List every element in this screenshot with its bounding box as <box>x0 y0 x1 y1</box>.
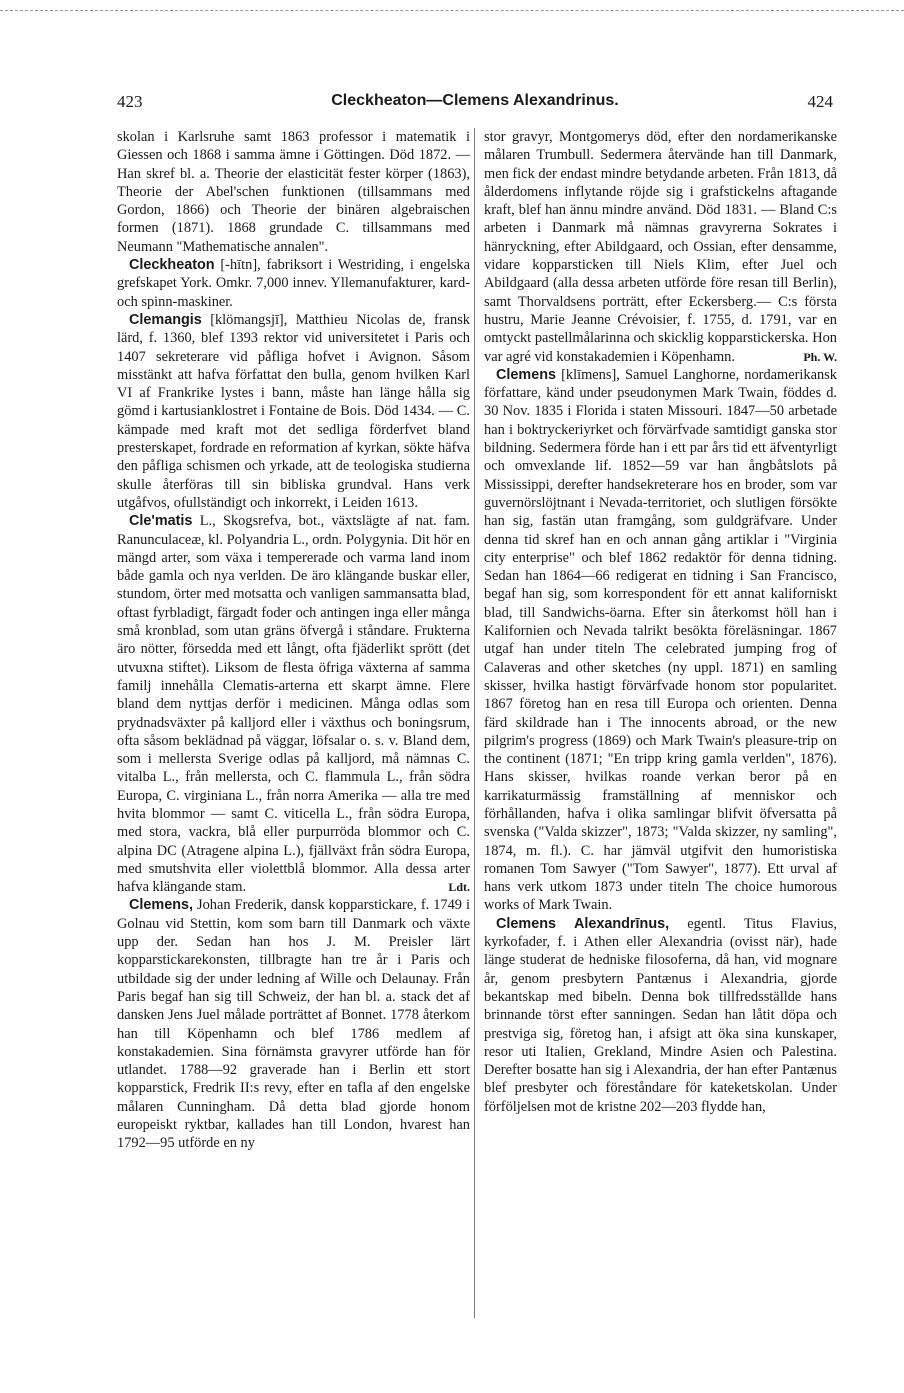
right-column <box>484 128 837 1116</box>
page-header <box>117 92 833 116</box>
entry-text: [klömangsjī], Matthieu Nicolas de, fransk lärd, f. 1360, blef 1393 rektor vid universitetet i Paris och 1407 sekreterare vid påfliga hofvet i Avignon. Såsom misstänkt att hafva författat den bulla, genom hvilken Karl VI af Frankrike lystes i bann, måste han länge hålla sig gömd i kartusianklostret i Fontaine de Bois. Död 1434. — C. kämpade med kraft mot det sedliga förderfvet bland presterskapet, fordrade en reformation af kyrkan, sökte häfva den påfliga schismen och yrkade, att de teologiska studierna skulle återföras till sin bibliska grundval. Hans verk utgåfvos, ofullständigt och inkorrekt, i Leiden 1613. <box>117 311 470 511</box>
entry-text: [klīmens], Samuel Langhorne, nordamerikansk författare, känd under pseudonymen Mark Twain, föddes d. 30 Nov. 1835 i Florida i staten Missouri. 1847—50 arbetade han i boktryckeriyrket och förvärfvade samtidigt ganska stor bildning. Sedermera förde han i ett par års tid ett äfventyrligt och omvexlande lif. 1852—59 var han ångbåtslots på Mississippi, derefter handsekreterare hos en broder, som var guvernörslöjtnant i Nevada-territoriet, och slutligen försökte han sig, fastän utan framgång, som guldgräfvare. Under denna tid skref han en och annan gång artiklar i "Virginia city enterprise" och blef 1862 redaktör för denna tidning. Sedan han 1864—66 redigerat en tidning i San Francisco, begaf han sig, som korrespondent för ett annat kaliforniskt blad, till Sandwichs-öarna. Efter sin återkomst höll han i Kalifornien och Nevada talrikt besökta föreläsningar. 1867 utgaf han under titeln The celebrated jumping frog of Calaveras and other sketches (ny uppl. 1871) en samling skisser, hvilka hastigt förvärfvade honom stor popularitet. 1867 företog han en resa till Europa och orienten. Denna färd skildrade han i The innocents abroad, or the new pilgrim's progress (1869) och Mark Twain's pleasure-trip on the continent (1871; "En tripp kring gamla verlden", 1876). Hans skisser, hvilkas roande verkan beror på en karrikaturmässig framställning af menniskor och förhållanden, hafva i olika samlingar blifvit öfversatta på svenska ("Valda skizzer", 1873; "Valda skizzer, ny samling", 1874, m. fl.). C. har jämväl utgifvit den humoristiska romanen Tom Sawyer ("Tom Sawyer", 1877). Ett urval af hans verk utkom 1873 under titeln The choice humorous works of Mark Twain. <box>484 366 837 914</box>
entry-signature: Ph. W. <box>803 349 837 364</box>
entry-paragraph <box>117 311 470 512</box>
entry-text: stor gravyr, Montgomerys död, efter den nordamerikanske målaren Trumbull. Sedermera återvände han till Danmark, men fick der endast mindre betydande arbeten. Från 1813, då ålderdomens inflytande röjde sig i grafstickelns aftagande kraft, blef han ännu mindre använd. Död 1831. — Bland C:s arbeten i Danmark må nämnas gravyrerna Sokrates i hänryckning, efter Abildgaard, och Ossian, efter densamme, vidare kopparsticken till Niels Klim, efter Juel och Abildgaard (alla dessa arbeten utförde före resan till Berlin), samt Thorvaldsens porträtt, efter Eckersberg.— C:s första hustru, Marie Jeanne Crévoisier, f. 1755, d. 1791, var en omtyckt pastellmålarinna och skicklig kopparstickerska. Hon var agré vid konstakademien i Köpenhamn. <box>484 129 837 365</box>
entry-paragraph <box>484 915 837 1116</box>
entry-text: Johan Frederik, dansk kopparstickare, f. 1749 i Golnau vid Stettin, kom som barn till Danmark och växte upp der. Sedan han hos J. M. Preisler lärt kopparstickarekonsten, tillbragte han tre år i Paris och utbildade sig der under ledning af Wille och Delaunay. Från Paris begaf han sig till Schweiz, der han bl. a. stack det af dansken Jens Juel målade porträttet af Bonnet. 1778 återkom han till Köpenhamn och blef 1786 medlem af konstakademien. Sina förnämsta gravyrer utförde han för utlandet. 1788—92 graverade han i Berlin ett stort kopparstick, Fredrik II:s revy, efter en tafla af den engelske målaren Cunningham. Då detta blad gjorde honom europeiskt ryktbar, kallades han till London, hvarest han 1792—95 utförde en ny <box>117 897 470 1152</box>
entry-text: [-hītn], fabriksort i Westriding, i engelska grefskapet York. Omkr. 7,000 innev. Yllemanufakturer, kard- och spinn-maskiner. <box>117 257 470 310</box>
entry-headword: Clemens, <box>129 897 193 914</box>
entry-signature: Ldt. <box>448 880 470 895</box>
entry-paragraph <box>484 128 837 366</box>
entry-text: skolan i Karlsruhe samt 1863 professor i matematik i Giessen och 1868 i samma ämne i Göttingen. Död 1872. — Han skref bl. a. Theorie der elasticität fester körper (1863), Theorie der Abel'schen funktionen (tillsammans med Gordon, 1866) och Theorie der binären algebraischen formen (1871). 1868 grundade C. tillsammans med Neumann "Mathematische annalen". <box>117 129 470 255</box>
page-number-right: 424 <box>807 92 833 111</box>
entry-paragraph <box>117 256 470 311</box>
entry-headword: Clemangis <box>129 311 202 328</box>
entry-paragraph <box>484 366 837 915</box>
entry-headword: Clemens <box>496 366 556 383</box>
entry-paragraph <box>117 512 470 896</box>
left-column <box>117 128 470 1153</box>
entry-text: egentl. Titus Flavius, kyrkofader, f. i Athen eller Alexandria (ovisst när), hade länge studerat de hedniske filosoferna, då han, vid mognare år, genom presbytern Pantænus i Alexandria, gjorde bekantskap med bibeln. Denna bok tillfredsställde hans brinnande törst efter sanningen. Sedan han låtit döpa och prestviga sig, företog han, i afsigt att öka sina kunskaper, resor uti Italien, Grekland, Mindre Asien och Palestina. Derefter bosatte han sig i Alexandria, der han efter Pantænus blef presbyter och föreståndare för kateketskolan. Under förföljelsen mot de kristne 202—203 flydde han, <box>484 915 837 1115</box>
entry-paragraph <box>117 896 470 1152</box>
running-title: Cleckheaton—Clemens Alexandrinus. <box>331 92 619 109</box>
top-dashed-rule <box>0 10 904 11</box>
entry-headword: Cleckheaton <box>129 257 215 274</box>
entry-headword: Cle'matis <box>129 513 193 530</box>
entry-headword: Clemens Alexandrīnus, <box>496 915 670 932</box>
column-divider <box>474 128 475 1318</box>
entry-paragraph <box>117 128 470 256</box>
entry-text: L., Skogsrefva, bot., växtslägte af nat. fam. Ranunculaceæ, kl. Polyandria L., ordn. Polygynia. Dit hör en mängd arter, som växa i tempererade och varma land inom både gamla och nya verlden. De äro klängande buskar eller, stundom, örter med motsatta och vanligen sammansatta blad, oftast fyrbladigt, färgadt foder och antingen inga eller många små kronblad, som utan gräns öfvergå i ståndare. Frukterna äro nötter, försedda med ett långt, ofta fjäderlikt sprött (det utvuxna stiftet). Liksom de flesta öfriga växterna af samma familj innehålla Clematis-arterna ett skarpt ämne. Flere bland dem nyttjas derför i medicinen. Många odlas som prydnadsväxter på kalljord eller i växthus och boningsrum, ofta såsom beklädnad på väggar, löfsalar o. s. v. Bland dem, som i mellersta Sverige odlas på kalljord, må nämnas C. vitalba L., från mellersta, och C. flammula L., från södra Europa, C. virginiana L., från norra Amerika — alla tre med hvita blommor — samt C. viticella L., från södra Europa, med stora, vackra, blå eller purpurröda blommor och C. alpina DC (Atragene alpina L.), fjällväxt från södra Europa, med smutshvita eller violettblå blommor. Alla dessa arter hafva klängande stam. <box>117 513 470 896</box>
page-number-left: 423 <box>117 92 143 111</box>
